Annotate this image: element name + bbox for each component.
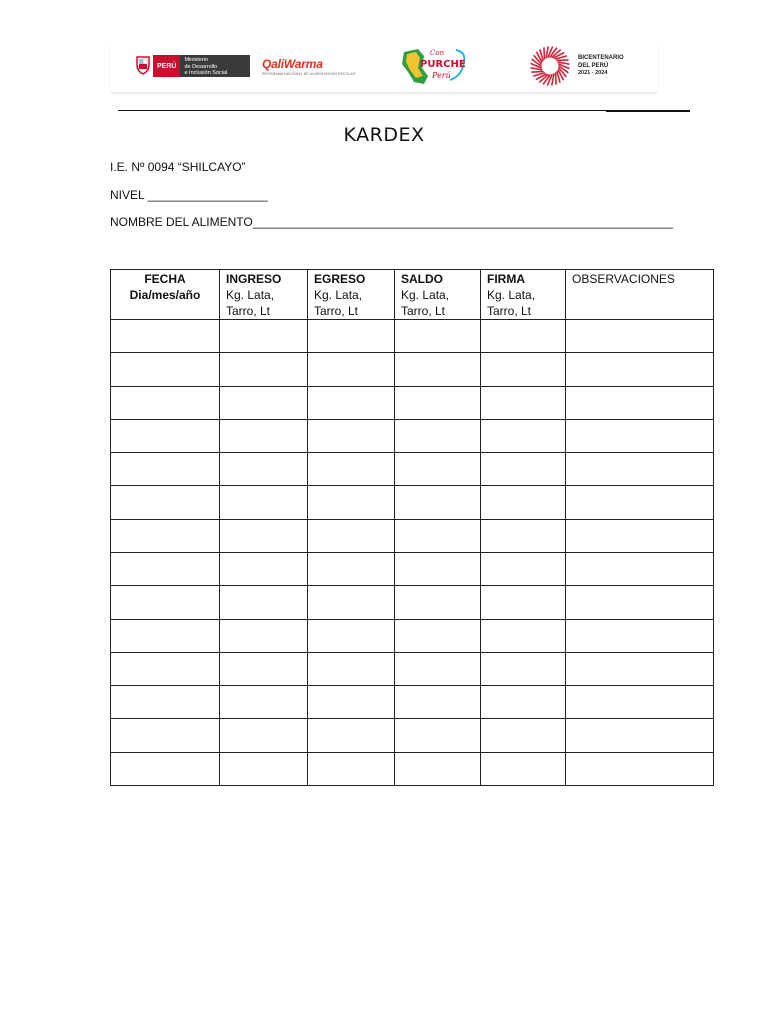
table-header-row [111,270,714,320]
bicentenario-ring-icon [530,46,570,86]
table-cell[interactable] [308,519,395,552]
table-cell[interactable] [395,453,481,486]
table-cell[interactable] [111,752,220,785]
table-cell[interactable] [566,586,714,619]
table-cell[interactable] [395,652,481,685]
table-cell[interactable] [395,419,481,452]
table-cell[interactable] [481,320,566,353]
table-cell[interactable] [220,719,308,752]
table-cell[interactable] [308,686,395,719]
header-rule-right [606,110,690,112]
table-cell[interactable] [111,320,220,353]
table-row [111,719,714,752]
table-cell[interactable] [308,719,395,752]
table-cell[interactable] [395,552,481,585]
table-cell[interactable] [566,652,714,685]
table-cell[interactable] [481,686,566,719]
table-cell[interactable] [111,586,220,619]
ie-line: I.E. Nº 0094 “SHILCAYO” [110,160,246,174]
table-row [111,686,714,719]
table-cell[interactable] [308,752,395,785]
table-cell[interactable] [566,552,714,585]
column-header-observaciones [566,270,714,320]
table-cell[interactable] [395,686,481,719]
table-row [111,353,714,386]
table-cell[interactable] [220,320,308,353]
table-cell[interactable] [308,552,395,585]
table-cell[interactable] [220,419,308,452]
column-subtitle: Dia/mes/año [129,288,201,302]
table-row [111,586,714,619]
table-cell[interactable] [308,619,395,652]
peru-label: PERÚ [153,55,180,77]
table-cell[interactable] [395,719,481,752]
table-cell[interactable] [481,619,566,652]
table-cell[interactable] [481,353,566,386]
table-cell[interactable] [566,719,714,752]
table-cell[interactable] [111,453,220,486]
table-cell[interactable] [220,619,308,652]
table-cell[interactable] [481,519,566,552]
table-row [111,453,714,486]
column-header-firma [481,270,566,320]
table-body [111,320,714,786]
table-cell[interactable] [220,752,308,785]
table-cell[interactable] [481,719,566,752]
table-cell[interactable] [220,519,308,552]
ministry-label: Ministerio de Desarrollo e Inclusión Social [180,55,250,77]
table-row [111,419,714,452]
table-cell[interactable] [111,519,220,552]
table-cell[interactable] [566,619,714,652]
header-rule [118,110,608,111]
table-cell[interactable] [566,486,714,519]
column-header-egreso [308,270,395,320]
column-title: INGRESO [226,272,282,286]
table-cell[interactable] [481,453,566,486]
table-cell[interactable] [111,486,220,519]
table-cell[interactable] [566,686,714,719]
table-cell[interactable] [481,586,566,619]
table-cell[interactable] [111,652,220,685]
table-cell[interactable] [308,652,395,685]
consume-peru-logo-icon [398,46,470,86]
table-cell[interactable] [395,619,481,652]
table-cell[interactable] [308,453,395,486]
document-title: KARDEX [343,124,425,146]
table-cell[interactable] [566,320,714,353]
column-header-fecha [111,270,220,320]
table-cell[interactable] [220,386,308,419]
table-cell[interactable] [308,353,395,386]
table-cell[interactable] [395,320,481,353]
column-subtitle: Kg. Lata, Tarro, Lt [401,288,450,318]
table-cell[interactable] [566,752,714,785]
qaliwarma-subtitle: PROGRAMA NACIONAL DE ALIMENTACIÓN ESCOLAR [262,72,356,76]
table-row [111,519,714,552]
column-subtitle: Kg. Lata, Tarro, Lt [314,288,363,318]
table-cell[interactable] [566,419,714,452]
peru-shield-icon [135,55,151,75]
table-cell[interactable] [395,586,481,619]
table-cell[interactable] [566,386,714,419]
column-title: SALDO [401,272,443,286]
table-cell[interactable] [566,353,714,386]
kardex-table [110,269,714,786]
qaliwarma-name: QaliWarma [262,57,323,71]
column-title: FIRMA [487,272,525,286]
table-row [111,752,714,785]
table-cell[interactable] [111,719,220,752]
table-cell[interactable] [395,386,481,419]
table-cell[interactable] [481,752,566,785]
table-cell[interactable] [111,619,220,652]
table-cell[interactable] [395,752,481,785]
table-cell[interactable] [481,419,566,452]
table-row [111,320,714,353]
table-cell[interactable] [111,552,220,585]
table-cell[interactable] [220,486,308,519]
column-header-saldo [395,270,481,320]
table-cell[interactable] [111,386,220,419]
consume-text-1: Con [430,49,445,57]
consume-text-3: Perú [432,71,451,80]
column-title: OBSERVACIONES [572,272,675,286]
table-cell[interactable] [308,386,395,419]
table-cell[interactable] [220,652,308,685]
ministry-logo [135,55,250,77]
table-cell[interactable] [111,353,220,386]
table-cell[interactable] [566,453,714,486]
alimento-field: NOMBRE DEL ALIMENTO_______________________________________________________________ [110,215,674,229]
table-cell[interactable] [308,419,395,452]
table-cell[interactable] [220,686,308,719]
table-row [111,486,714,519]
table-cell[interactable] [111,419,220,452]
column-title: EGRESO [314,272,366,286]
column-subtitle: Kg. Lata, Tarro, Lt [487,288,536,318]
qaliwarma-logo [262,57,355,76]
table-cell[interactable] [308,486,395,519]
bicentenario-line1: BICENTENARIO [578,55,624,61]
table-cell[interactable] [481,552,566,585]
table-cell[interactable] [481,386,566,419]
table-cell[interactable] [481,486,566,519]
bicentenario-years: 2021 - 2024 [578,70,608,76]
table-cell[interactable] [308,586,395,619]
table-cell[interactable] [220,353,308,386]
table-row [111,652,714,685]
consume-text-2: PURCHE [420,59,466,70]
table-cell[interactable] [220,453,308,486]
table-cell[interactable] [111,686,220,719]
column-subtitle: Kg. Lata, Tarro, Lt [226,288,275,318]
bicentenario-line2: DEL PERÚ [578,62,609,69]
table-cell[interactable] [395,353,481,386]
table-row [111,619,714,652]
table-cell[interactable] [481,652,566,685]
table-cell[interactable] [308,320,395,353]
table-cell[interactable] [395,519,481,552]
bicentenario-text [578,55,648,78]
column-title: FECHA [144,272,186,286]
table-cell[interactable] [395,486,481,519]
table-cell[interactable] [220,552,308,585]
nivel-field: NIVEL __________________ [110,188,268,202]
table-row [111,552,714,585]
column-header-ingreso [220,270,308,320]
table-cell[interactable] [220,586,308,619]
table-cell[interactable] [566,519,714,552]
table-row [111,386,714,419]
